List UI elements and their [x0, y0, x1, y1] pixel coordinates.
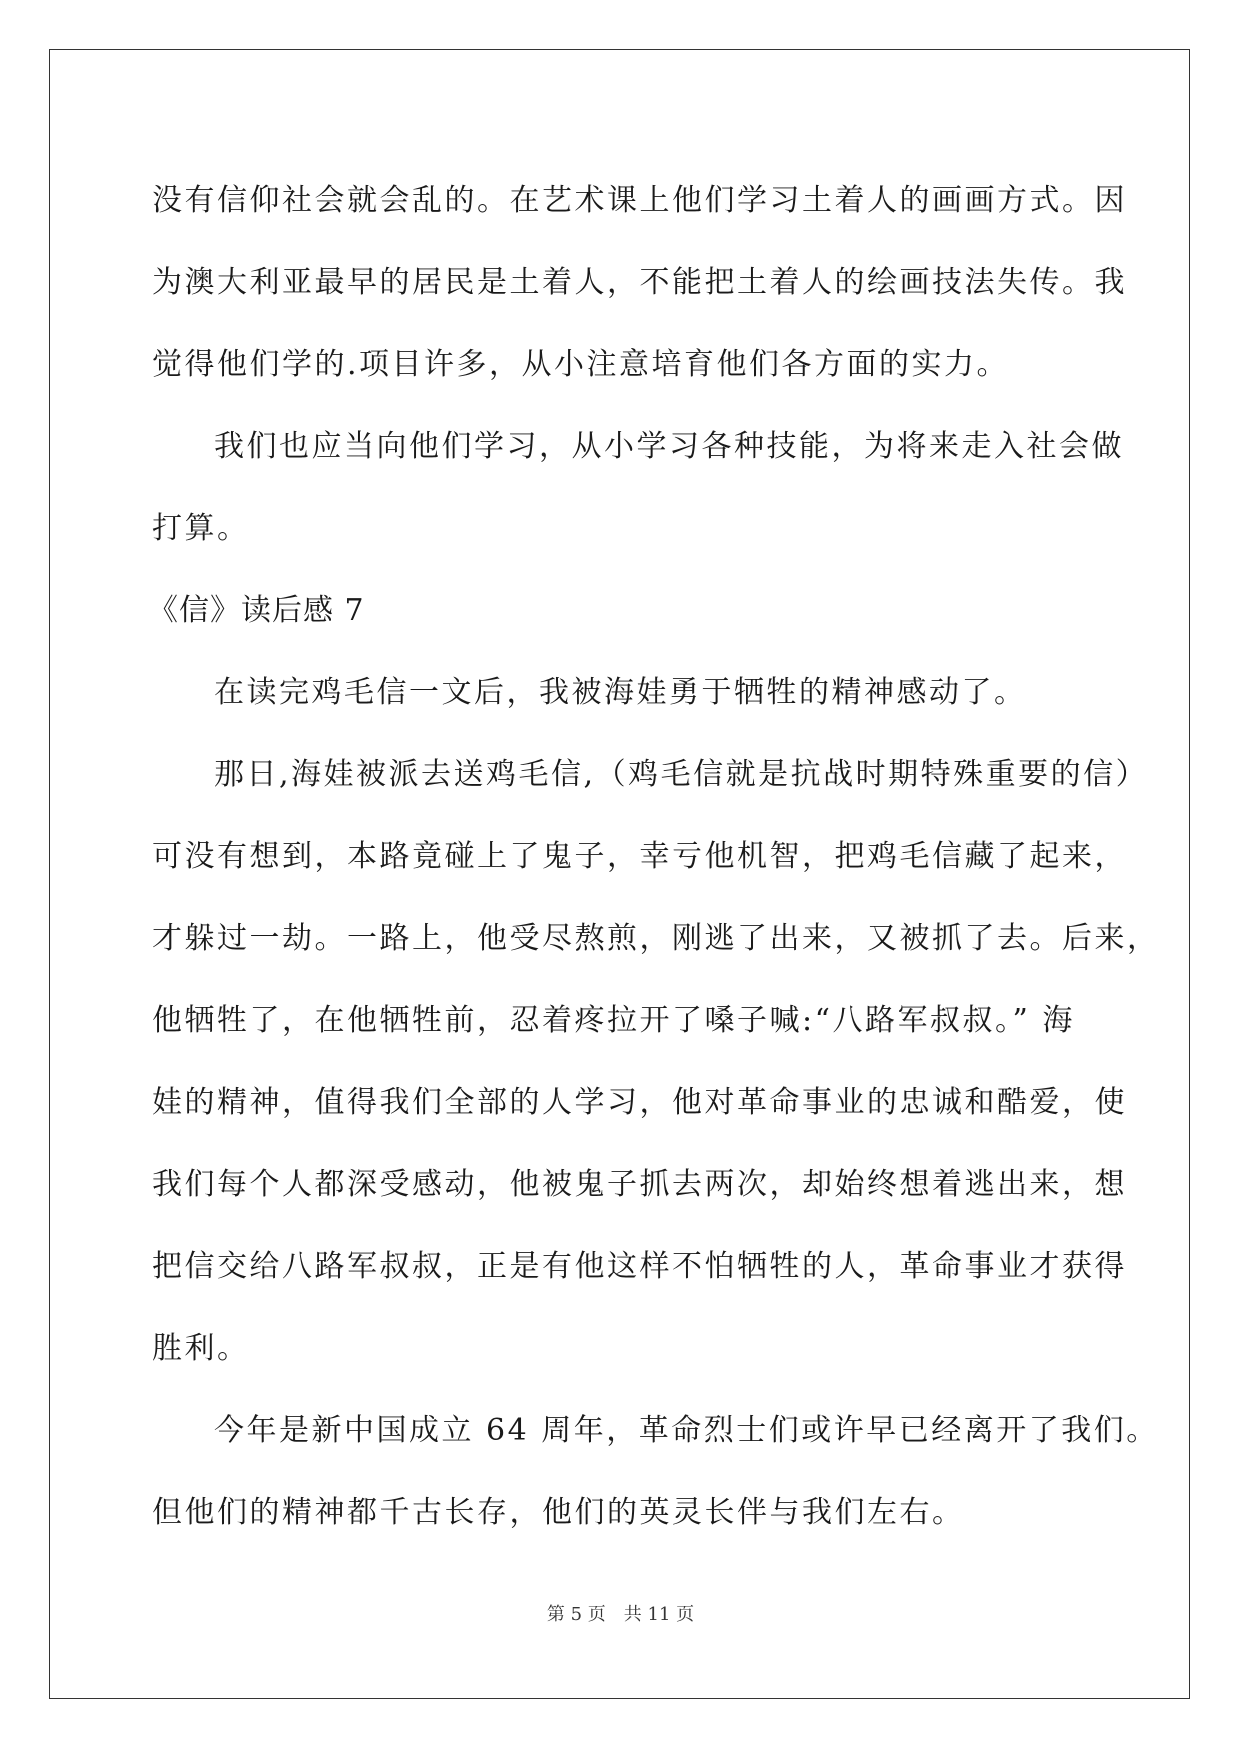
section-heading: 《信》读后感 7: [148, 593, 365, 628]
paragraph-start: 那日,海娃被派去送鸡毛信,（鸡毛信就是抗战时期特殊重要的信）: [214, 757, 1149, 792]
paragraph-start: 今年是新中国成立 64 周年，革命烈士们或许早已经离开了我们。: [214, 1413, 1159, 1448]
text-line: 才躲过一劫。一路上，他受尽熬煎，刚逃了出来，又被抓了去。后来，: [152, 921, 1160, 956]
paragraph-start: 我们也应当向他们学习，从小学习各种技能，为将来走入社会做: [214, 429, 1124, 464]
text-line: 可没有想到，本路竟碰上了鬼子，幸亏他机智，把鸡毛信藏了起来，: [152, 839, 1127, 874]
paragraph-start: 在读完鸡毛信一文后，我被海娃勇于牺牲的精神感动了。: [214, 675, 1027, 710]
text-line: 胜利。: [152, 1331, 250, 1366]
page-number: 第 5 页: [546, 1604, 606, 1625]
text-line: 但他们的精神都千古长存，他们的英灵长伴与我们左右。: [152, 1495, 965, 1530]
text-line: 我们每个人都深受感动，他被鬼子抓去两次，却始终想着逃出来，想: [152, 1167, 1127, 1202]
text-line: 打算。: [152, 511, 250, 546]
text-line: 为澳大利亚最早的居民是土着人，不能把土着人的绘画技法失传。我: [152, 265, 1127, 300]
text-line: 他牺牲了，在他牺牲前，忍着疼拉开了嗓子喊:“八路军叔叔。” 海: [152, 1003, 1075, 1038]
text-line: 没有信仰社会就会乱的。在艺术课上他们学习土着人的画画方式。因: [152, 183, 1127, 218]
page-total: 共 11 页: [623, 1604, 695, 1625]
document-body: [148, 160, 1160, 1554]
page-footer: [0, 1600, 1241, 1626]
text-line: 觉得他们学的.项目许多，从小注意培育他们各方面的实力。: [152, 347, 1010, 382]
text-line: 把信交给八路军叔叔，正是有他这样不怕牺牲的人，革命事业才获得: [152, 1249, 1127, 1284]
text-line: 娃的精神，值得我们全部的人学习，他对革命事业的忠诚和酷爱，使: [152, 1085, 1127, 1120]
